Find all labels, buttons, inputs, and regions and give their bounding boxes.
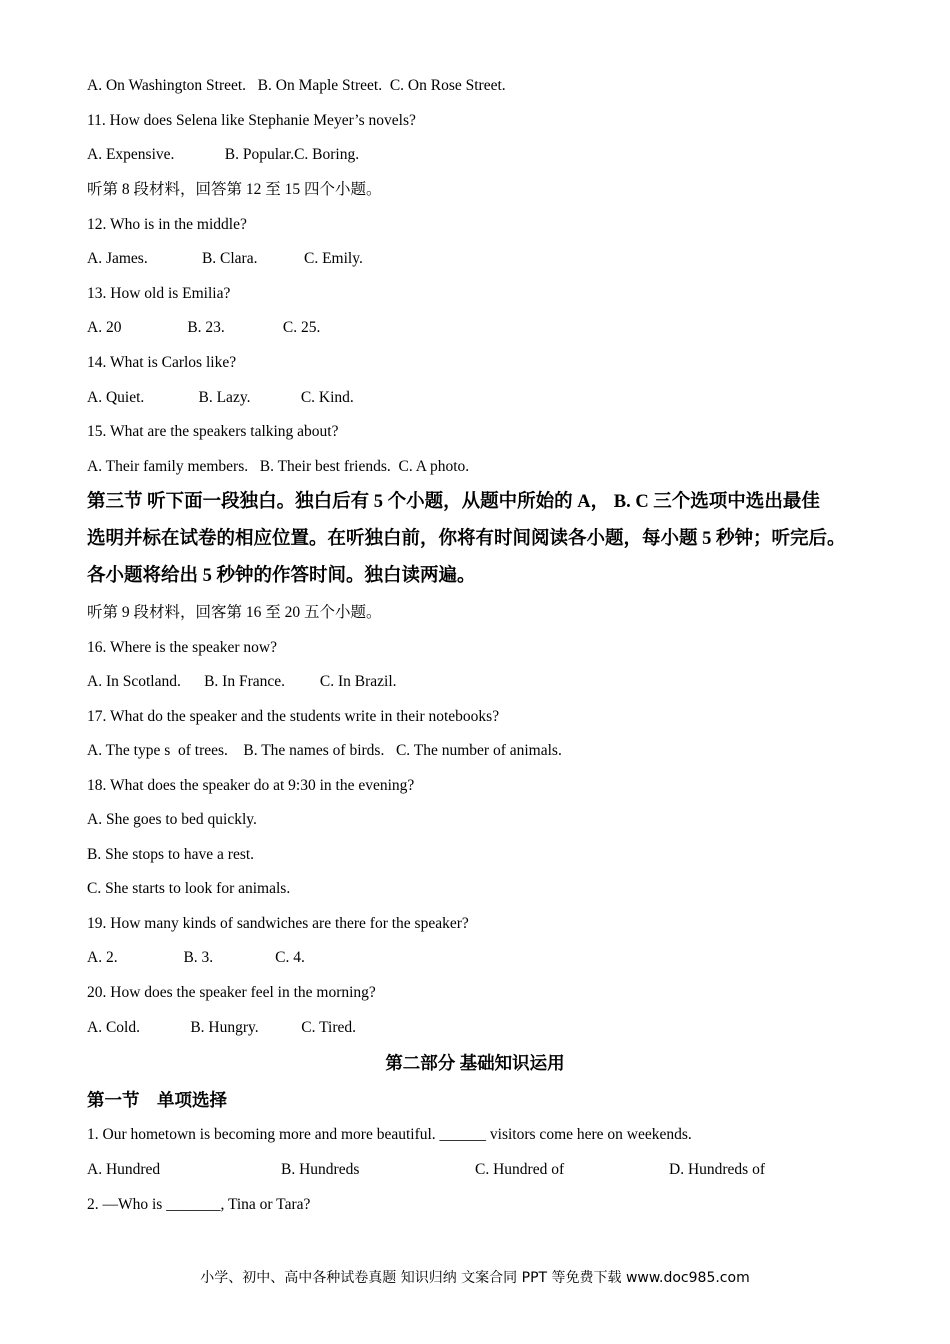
- q15-options: A. Their family members. B. Their best friends. C. A photo.: [87, 458, 470, 475]
- mc-q1-option-b: B. Hundreds: [281, 1161, 360, 1178]
- passage9-instruction: 听第 9 段材料，回客第 16 至 20 五个小题。: [87, 604, 382, 621]
- mc-q1-option-c: C. Hundred of: [475, 1161, 565, 1178]
- part2-title: 第二部分 基础知识运用: [385, 1053, 565, 1073]
- q16-stem: 16. Where is the speaker now?: [87, 639, 277, 656]
- q17-options: A. The type s of trees. B. The names of birds. C. The number of animals.: [87, 742, 562, 759]
- part2-section1-heading: 第一节 单项选择: [87, 1090, 227, 1110]
- q18-stem: 18. What does the speaker do at 9:30 in the evening?: [87, 777, 415, 794]
- mc-q2-stem: 2. —Who is _______, Tina or Tara?: [87, 1196, 311, 1213]
- q16-options: A. In Scotland. B. In France. C. In Brazil.: [87, 673, 397, 690]
- mc-q1-option-d: D. Hundreds of: [669, 1161, 765, 1178]
- q20-stem: 20. How does the speaker feel in the morning?: [87, 984, 376, 1001]
- section3-heading-line1: 第三节 听下面一段独白。独白后有 5 个小题，从题中所始的 A， B. C 三个选项中选出最佳: [87, 492, 820, 512]
- q15-stem: 15. What are the speakers talking about?: [87, 423, 339, 440]
- mc-q1-options: [87, 1160, 887, 1180]
- q13-stem: 13. How old is Emilia?: [87, 285, 231, 302]
- q19-options: A. 2. B. 3. C. 4.: [87, 949, 305, 966]
- section3-heading-line3: 各小题将给出 5 秒钟的作答时间。独白读两遍。: [87, 566, 476, 586]
- q18-option-a: A. She goes to bed quickly.: [87, 811, 257, 828]
- q13-options: A. 20 B. 23. C. 25.: [87, 319, 321, 336]
- q11-options: A. Expensive. B. Popular.C. Boring.: [87, 146, 360, 163]
- q17-stem: 17. What do the speaker and the students write in their notebooks?: [87, 708, 500, 725]
- q19-stem: 19. How many kinds of sandwiches are there for the speaker?: [87, 915, 469, 932]
- q11-stem: 11. How does Selena like Stephanie Meyer’s novels?: [87, 112, 416, 129]
- mc-q1-stem: 1. Our hometown is becoming more and more beautiful. ______ visitors come here on weekends.: [87, 1126, 692, 1143]
- passage8-instruction: 听第 8 段材料，回答第 12 至 15 四个小题。: [87, 181, 382, 198]
- q18-option-b: B. She stops to have a rest.: [87, 846, 255, 863]
- q12-stem: 12. Who is in the middle?: [87, 216, 247, 233]
- q20-options: A. Cold. B. Hungry. C. Tired.: [87, 1019, 356, 1036]
- section3-heading-line2: 选明并标在试卷的相应位置。在听独白前，你将有时间阅读各小题，每小题 5 秒钟；听完后。: [87, 529, 846, 549]
- q14-stem: 14. What is Carlos like?: [87, 354, 237, 371]
- q14-options: A. Quiet. B. Lazy. C. Kind.: [87, 389, 354, 406]
- mc-q1-option-a: A. Hundred: [87, 1161, 161, 1178]
- q10-options: A. On Washington Street. B. On Maple Street. C. On Rose Street.: [87, 77, 506, 94]
- page-footer: 小学、初中、高中各种试卷真题 知识归纳 文案合同 PPT 等免费下载 www.doc985.com: [200, 1270, 750, 1286]
- q18-option-c: C. She starts to look for animals.: [87, 880, 291, 897]
- q12-options: A. James. B. Clara. C. Emily.: [87, 250, 363, 267]
